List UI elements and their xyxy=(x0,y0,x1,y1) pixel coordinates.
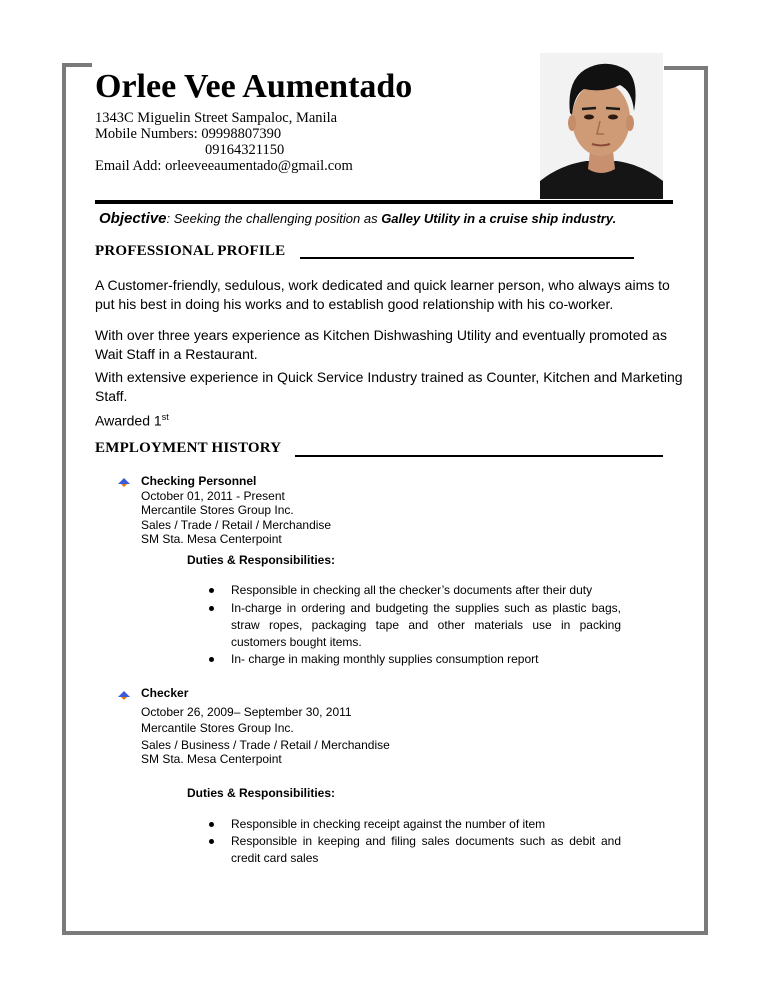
job-1-duty-3: In- charge in making monthly supplies consumption report xyxy=(231,652,539,666)
mobile-number-1: Mobile Numbers: 09998807390 xyxy=(95,126,282,142)
objective xyxy=(99,210,616,227)
job-1-duty-1: Responsible in checking all the checker’s documents after their duty xyxy=(231,583,593,597)
mobile-number-2: 09164321150 xyxy=(205,142,285,158)
address: 1343C Miguelin Street Sampaloc, Manila xyxy=(95,110,338,126)
header-divider xyxy=(95,200,673,204)
arrow-bullet-icon xyxy=(117,688,131,701)
award-text: Awarded 1 xyxy=(95,412,162,429)
bullet-icon xyxy=(209,606,214,611)
job-2-duty-1: Responsible in checking receipt against the number of item xyxy=(231,817,546,831)
job-2-location: SM Sta. Mesa Centerpoint xyxy=(141,752,282,766)
page-border-bottom xyxy=(62,931,708,935)
objective-position: Galley Utility in a cruise ship industry. xyxy=(381,211,617,226)
job-2-duty-2: Responsible in keeping and filing sales documents such as debit and credit card sales xyxy=(231,834,621,865)
bullet-icon xyxy=(209,822,214,827)
profile-heading-underline xyxy=(300,257,634,259)
job-1-location: SM Sta. Mesa Centerpoint xyxy=(141,532,282,546)
job-2-company: Mercantile Stores Group Inc. xyxy=(141,721,294,735)
job-1-industry: Sales / Trade / Retail / Merchandise xyxy=(141,518,332,532)
objective-label: Objective xyxy=(99,210,167,227)
job-1-duties-label: Duties & Responsibilities: xyxy=(187,553,336,567)
job-1-title: Checking Personnel xyxy=(141,474,257,488)
page-border-right xyxy=(704,66,708,935)
employment-heading-underline xyxy=(295,455,663,457)
job-2-duties-label: Duties & Responsibilities: xyxy=(187,786,336,800)
portrait-photo xyxy=(540,53,663,199)
page-border-top-right xyxy=(664,66,708,70)
job-1-dates: October 01, 2011 - Present xyxy=(141,489,285,503)
job-1-duty-2: In-charge in ordering and budgeting the supplies such as plastic bags, straw ropes, packaging tape and other materials use in packing customers bought items. xyxy=(231,601,621,649)
objective-text: : Seeking the challenging position as xyxy=(166,211,382,226)
email: Email Add: orleeveeaumentado@gmail.com xyxy=(95,158,353,174)
profile-paragraph-2: With over three years experience as Kitchen Dishwashing Utility and eventually promoted as Wait Staff in a Restaurant. xyxy=(95,327,667,362)
award-superscript: st xyxy=(161,412,169,422)
section-heading-employment: EMPLOYMENT HISTORY xyxy=(95,440,282,456)
bullet-icon xyxy=(209,839,214,844)
profile-paragraph-4 xyxy=(95,408,685,431)
job-2-industry: Sales / Business / Trade / Retail / Merchandise xyxy=(141,738,390,752)
page-border-left xyxy=(62,63,66,935)
applicant-name: Orlee Vee Aumentado xyxy=(95,68,413,105)
job-2-title: Checker xyxy=(141,686,189,700)
page-border-top-left xyxy=(62,63,92,67)
profile-paragraph-1: A Customer-friendly, sedulous, work dedicated and quick learner person, who always aims to put his best in doing his works and to establish good relationship with his co-worker. xyxy=(95,277,670,312)
section-heading-profile: PROFESSIONAL PROFILE xyxy=(95,243,286,259)
bullet-icon xyxy=(209,657,214,662)
bullet-icon xyxy=(209,588,214,593)
job-2-dates: October 26, 2009– September 30, 2011 xyxy=(141,705,352,719)
profile-paragraph-3: With extensive experience in Quick Service Industry trained as Counter, Kitchen and Marketing Staff. xyxy=(95,369,683,404)
arrow-bullet-icon xyxy=(117,475,131,488)
job-1-company: Mercantile Stores Group Inc. xyxy=(141,503,294,517)
